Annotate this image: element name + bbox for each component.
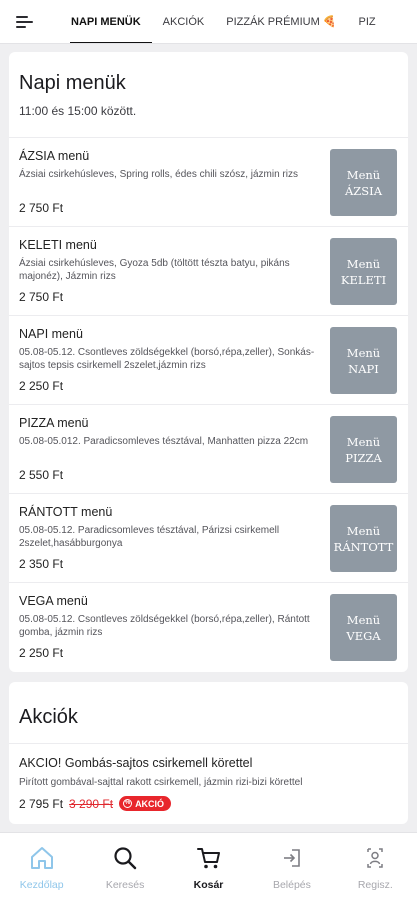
- nav-home[interactable]: [0, 833, 83, 900]
- category-tabs: [60, 0, 387, 44]
- menu-item-rantott[interactable]: [9, 494, 408, 583]
- item-thumbnail[interactable]: [330, 505, 397, 572]
- deals-header: [9, 682, 408, 744]
- item-price: 2 750 Ft: [19, 201, 64, 215]
- nav-label: Regisz.: [357, 879, 393, 891]
- tab-napi-menuk[interactable]: NAPI MENÜK: [60, 0, 152, 44]
- deal-old-price: 3 290 Ft: [69, 796, 114, 811]
- nav-label: Kezdőlap: [19, 879, 64, 891]
- item-description: Ázsiai csirkehúsleves, Spring rolls, édes chili szósz, jázmin rizs: [19, 169, 298, 180]
- thumb-text-bottom: ÁZSIA: [344, 183, 383, 198]
- item-name: ÁZSIA menü: [19, 149, 90, 163]
- deal-price: 2 795 Ft: [19, 796, 64, 811]
- item-description: 05.08-05.12. Paradicsomleves tésztával, Párizsi csirkemell 2szelet,hasábburgonya: [19, 525, 280, 549]
- nav-cart[interactable]: [167, 833, 250, 900]
- item-description: 05.08-05.12. Csontleves zöldségekkel (borsó,répa,zeller), Rántott gomba, jázmin rizs: [19, 614, 310, 638]
- top-bar: [0, 0, 417, 44]
- item-price: 2 750 Ft: [19, 290, 64, 304]
- menu-item-vega[interactable]: [9, 583, 408, 672]
- percent-icon: %: [124, 800, 131, 806]
- section-title: Akciók: [19, 706, 78, 728]
- home-icon: [29, 845, 55, 871]
- thumb-text-bottom: NAPI: [348, 361, 379, 376]
- daily-menus-section: [9, 52, 408, 672]
- menu-icon[interactable]: [16, 14, 34, 30]
- item-description: 05.08-05.012. Paradicsomleves tésztával, Manhatten pizza 22cm: [19, 436, 309, 447]
- menu-item-azsia[interactable]: [9, 138, 408, 227]
- nav-search[interactable]: [83, 833, 166, 900]
- deal-description: Pirított gombával-sajttal rakott csirkemell, jázmin rizi-bizi körettel: [19, 777, 303, 788]
- item-price: 2 350 Ft: [19, 557, 64, 571]
- item-thumbnail[interactable]: [330, 416, 397, 483]
- nav-register[interactable]: [334, 833, 417, 900]
- menu-item-keleti[interactable]: [9, 227, 408, 316]
- item-price: 2 550 Ft: [19, 468, 64, 482]
- thumb-text-bottom: VEGA: [346, 628, 381, 643]
- thumb-text-top: Menü: [346, 434, 381, 449]
- deals-section: [9, 682, 408, 824]
- bottom-navigation: [0, 832, 417, 900]
- tab-pizzak-premium[interactable]: PIZZÁK PRÉMIUM 🍕: [226, 16, 337, 28]
- item-name: PIZZA menü: [19, 416, 89, 430]
- item-name: RÁNTOTT menü: [19, 505, 113, 519]
- deal-price-row: [19, 796, 398, 811]
- section-title: Napi menük: [19, 72, 126, 94]
- login-icon: [279, 845, 305, 871]
- sale-badge-label: AKCIÓ: [135, 798, 165, 809]
- item-description: 05.08-05.12. Csontleves zöldségekkel (borsó,répa,zeller), Sonkás-sajtos tepsis csirkemell 2szelet,jázmin rizs: [19, 347, 315, 371]
- thumb-text-bottom: RÁNTOTT: [333, 539, 394, 554]
- nav-label: Kosár: [193, 879, 224, 891]
- item-price: 2 250 Ft: [19, 646, 64, 660]
- item-name: VEGA menü: [19, 594, 88, 608]
- deal-name: AKCIO! Gombás-sajtos csirkemell körettel: [19, 756, 253, 770]
- thumb-text-bottom: PIZZA: [345, 450, 382, 465]
- nav-login[interactable]: [250, 833, 333, 900]
- nav-label: Belépés: [272, 879, 311, 891]
- register-icon: [362, 845, 388, 871]
- menu-item-napi[interactable]: [9, 316, 408, 405]
- section-subtitle: 11:00 és 15:00 között.: [19, 104, 137, 118]
- item-name: KELETI menü: [19, 238, 97, 252]
- tab-pizzak-partial[interactable]: PIZ: [358, 16, 376, 28]
- tab-akciok[interactable]: AKCIÓK: [162, 16, 205, 28]
- thumb-text-top: Menü: [346, 523, 381, 538]
- thumb-text-top: Menü: [346, 345, 381, 360]
- item-thumbnail[interactable]: [330, 149, 397, 216]
- thumb-text-top: Menü: [346, 612, 381, 627]
- main-content: [9, 52, 408, 832]
- sale-badge: [119, 796, 171, 811]
- thumb-text-top: Menü: [346, 167, 381, 182]
- thumb-text-bottom: KELETI: [340, 272, 387, 287]
- item-description: Ázsiai csirkehúsleves, Gyoza 5db (töltött tészta batyu, pikáns majonéz), Jázmin rizs: [19, 258, 290, 282]
- deal-item[interactable]: [9, 744, 408, 824]
- item-name: NAPI menü: [19, 327, 83, 341]
- item-price: 2 250 Ft: [19, 379, 64, 393]
- item-thumbnail[interactable]: [330, 327, 397, 394]
- cart-icon: [196, 845, 222, 871]
- search-icon: [112, 845, 138, 871]
- thumb-text-top: Menü: [346, 256, 381, 271]
- item-thumbnail[interactable]: [330, 594, 397, 661]
- nav-label: Keresés: [105, 879, 145, 891]
- daily-menus-header: [9, 52, 408, 138]
- item-thumbnail[interactable]: [330, 238, 397, 305]
- menu-item-pizza[interactable]: [9, 405, 408, 494]
